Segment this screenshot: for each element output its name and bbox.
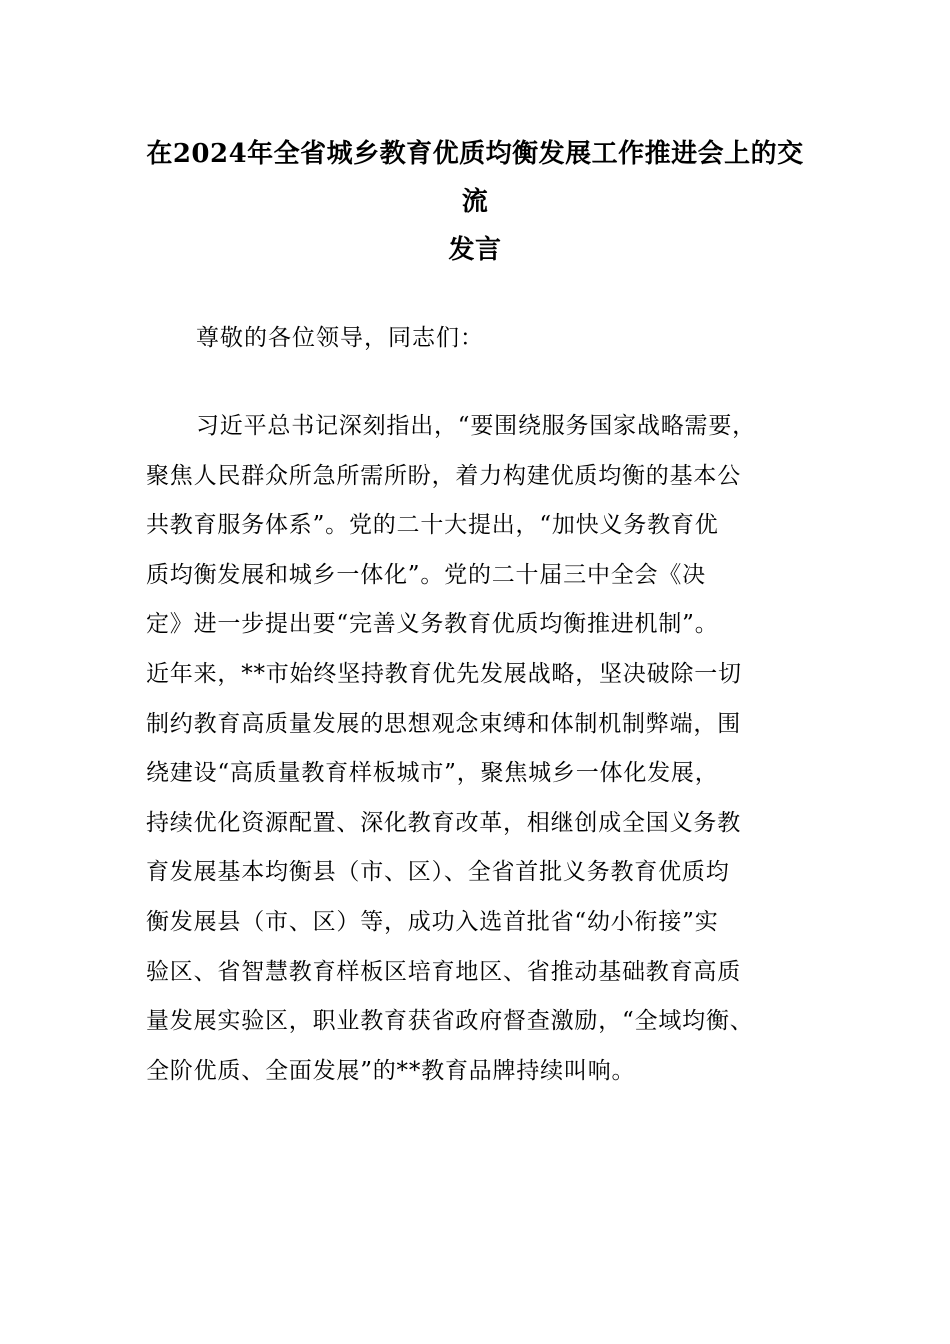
paragraph-line: 全阶优质、全面发展”的**教育品牌持续叫响。 <box>146 1057 636 1084</box>
title-line-1: 在2024年全省城乡教育优质均衡发展工作推进会上的交流 <box>146 139 804 217</box>
paragraph-line: 持续优化资源配置、深化教育改革，相继创成全国义务教 <box>146 809 741 836</box>
paragraph-line: 习近平总书记深刻指出，“要围绕服务国家战略需要， <box>196 413 756 439</box>
paragraph-line: 近年来，**市始终坚持教育优先发展战略，坚决破除一切 <box>146 660 742 687</box>
body-paragraph <box>146 402 810 1096</box>
paragraph-line: 质均衡发展和城乡一体化”。党的二十届三中全会《决 <box>146 561 706 588</box>
paragraph-line: 量发展实验区，职业教育获省政府督查激励，“全域均衡、 <box>146 1008 754 1035</box>
title-line-2: 发言 <box>448 235 502 265</box>
paragraph-line: 验区、省智慧教育样板区培育地区、省推动基础教育高质 <box>146 958 741 985</box>
paragraph-line: 衡发展县（市、区）等，成功入选首批省“幼小衔接”实 <box>146 908 719 935</box>
paragraph-line: 制约教育高质量发展的思想观念束缚和体制机制弊端，围 <box>146 710 741 737</box>
paragraph-line: 育发展基本均衡县（市、区）、全省首批义务教育优质均 <box>146 859 730 886</box>
paragraph-line: 定》进一步提出要“完善义务教育优质均衡推进机制”。 <box>146 611 719 638</box>
paragraph-line: 绕建设“高质量教育样板城市”，聚焦城乡一体化发展， <box>146 760 719 787</box>
salutation: 尊敬的各位领导，同志们： <box>196 325 484 351</box>
paragraph-line: 聚焦人民群众所急所需所盼，着力构建优质均衡的基本公 <box>146 462 741 489</box>
paragraph-line: 共教育服务体系”。党的二十大提出，“加快义务教育优 <box>146 512 719 539</box>
document-title <box>140 130 810 274</box>
